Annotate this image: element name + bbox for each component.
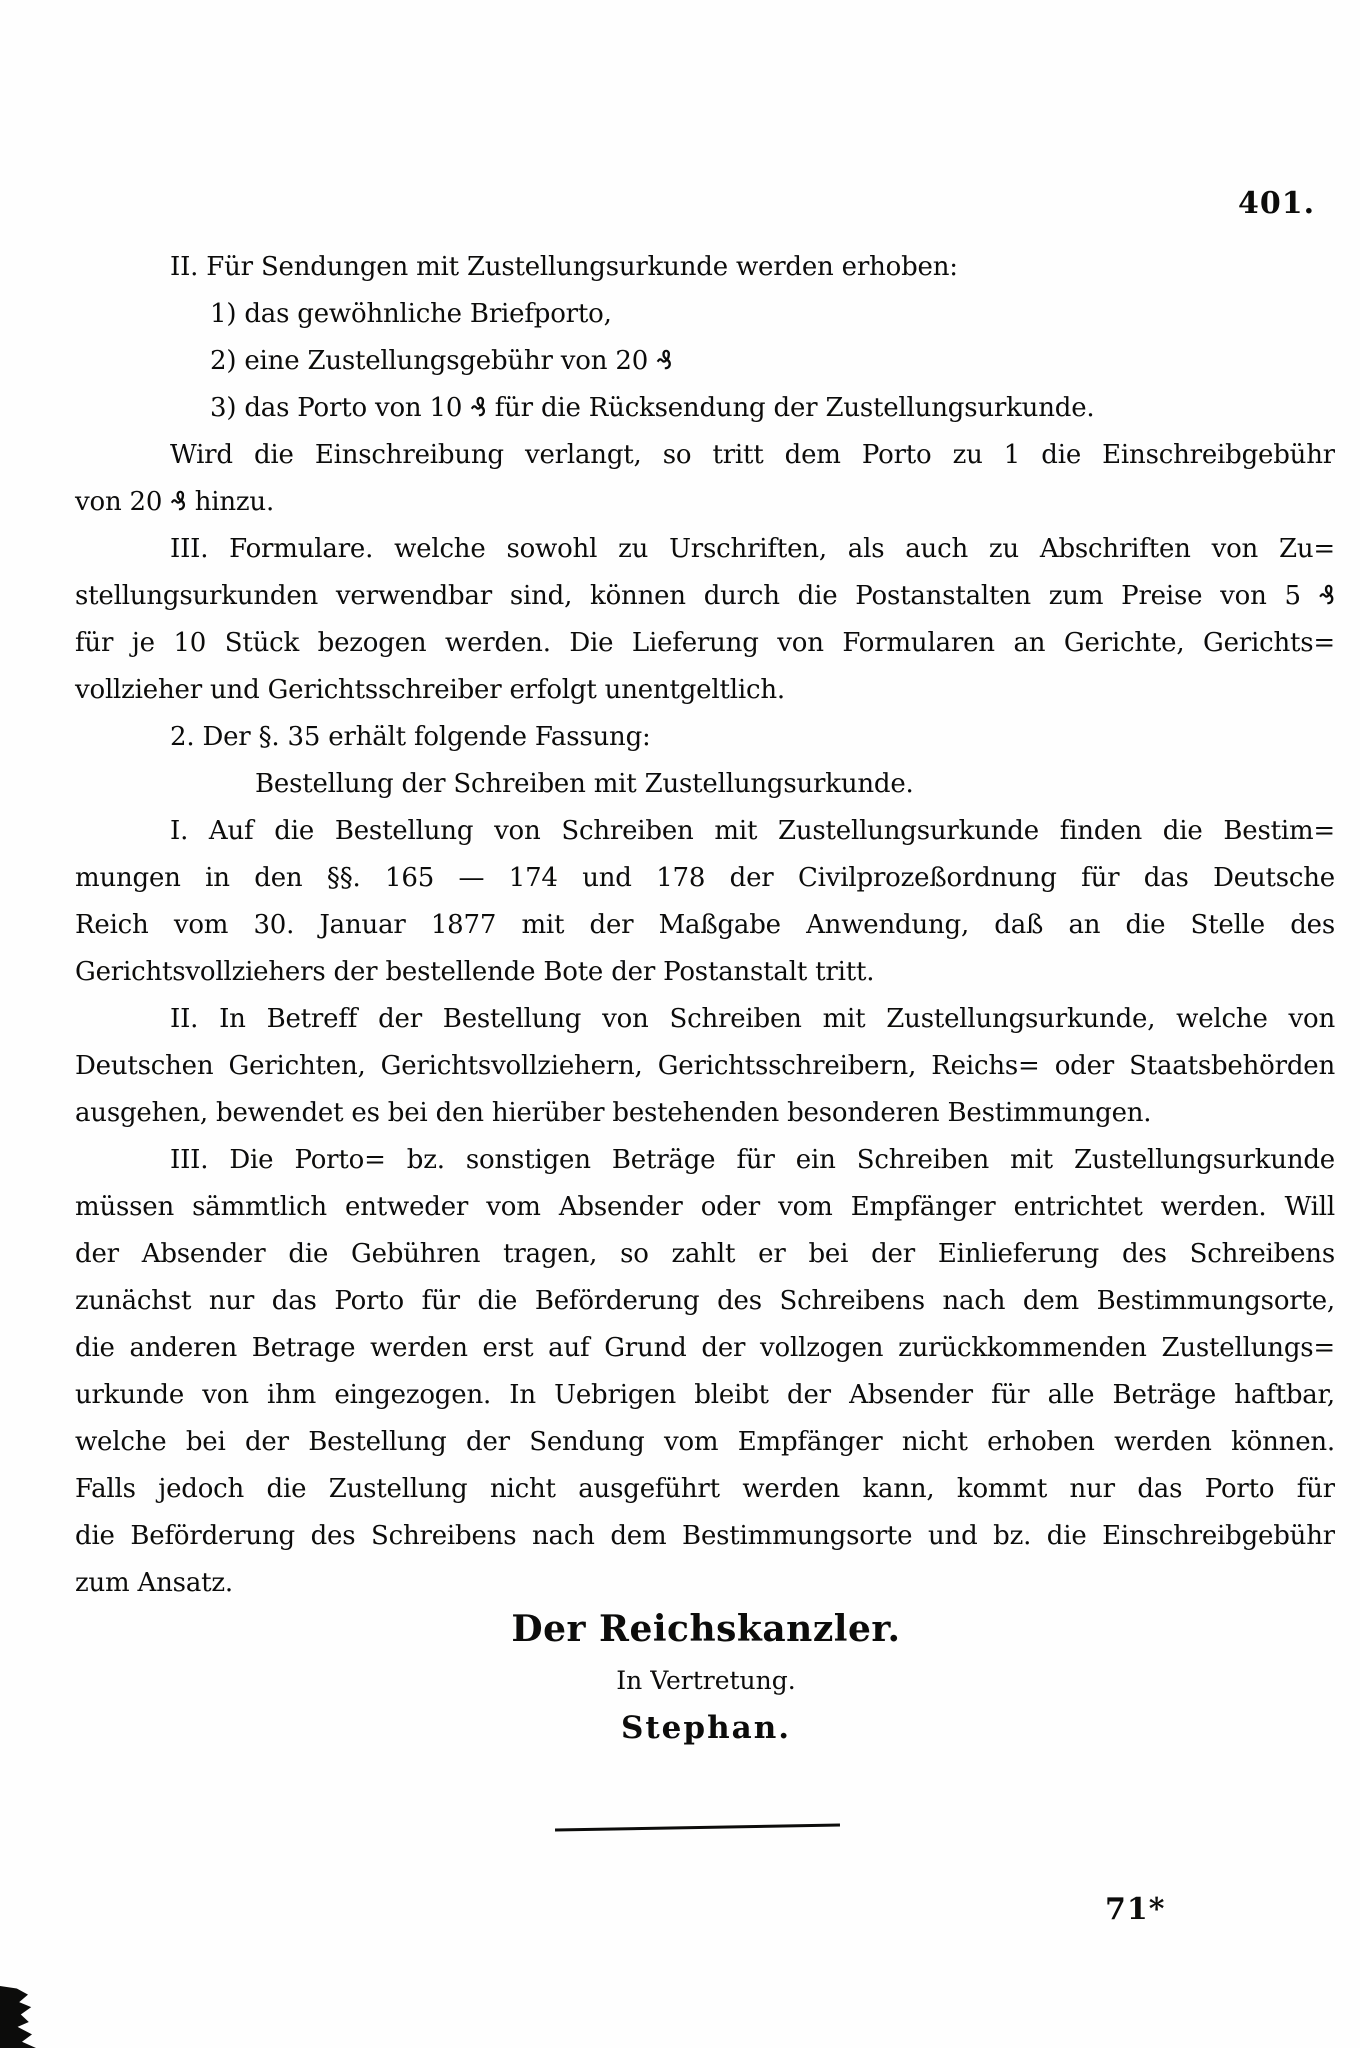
text-line: Reich vom 30. Januar 1877 mit der Maßgabe Anwendung, daß an die Stelle des [75, 910, 1335, 940]
text-line: welche bei der Bestellung der Sendung vom Empfänger nicht erhoben werden können. [75, 1427, 1335, 1457]
text-line: die Beförderung des Schreibens nach dem Bestimmungsorte und bz. die Einschreibgebühr [75, 1521, 1335, 1551]
text-line: für je 10 Stück bezogen werden. Die Lieferung von Formularen an Gerichte, Gerichts= [75, 628, 1335, 658]
text-line: Falls jedoch die Zustellung nicht ausgeführt werden kann, kommt nur das Porto für [75, 1474, 1335, 1504]
text-line: Wird die Einschreibung verlangt, so tritt dem Porto zu 1 die Einschreibgebühr [170, 440, 1335, 470]
text-line: 1) das gewöhnliche Briefporto, [210, 299, 612, 329]
text-line: Gerichtsvollziehers der bestellende Bote der Postanstalt tritt. [75, 957, 875, 987]
signature-title: Der Reichskanzler. [511, 1608, 901, 1650]
text-line: mungen in den §§. 165 — 174 und 178 der Civilprozeßordnung für das Deutsche [75, 863, 1335, 893]
text-line: von 20 ₰ hinzu. [75, 487, 275, 517]
text-line: II. In Betreff der Bestellung von Schreiben mit Zustellungsurkunde, welche von [170, 1004, 1335, 1034]
document-body [75, 244, 1335, 1607]
text-line: zunächst nur das Porto für die Beförderung des Schreibens nach dem Bestimmungsorte, [75, 1286, 1335, 1316]
text-line: der Absender die Gebühren tragen, so zahlt er bei der Einlieferung des Schreibens [75, 1239, 1335, 1269]
signature-subtitle: In Vertretung. [616, 1666, 796, 1695]
text-line: I. Auf die Bestellung von Schreiben mit Zustellungsurkunde finden die Bestim= [170, 816, 1335, 846]
footer-sheet-mark: 71* [1105, 1892, 1166, 1927]
section-heading-line: Bestellung der Schreiben mit Zustellungsurkunde. [255, 769, 914, 799]
text-line: II. Für Sendungen mit Zustellungsurkunde werden erhoben: [170, 252, 958, 282]
text-line: urkunde von ihm eingezogen. In Uebrigen bleibt der Absender für alle Beträge haftbar, [75, 1380, 1335, 1410]
text-line: zum Ansatz. [75, 1568, 233, 1598]
text-line: Deutschen Gerichten, Gerichtsvollziehern, Gerichtsschreibern, Reichs= oder Staatsbehörden [75, 1051, 1335, 1081]
text-line: 2) eine Zustellungsgebühr von 20 ₰ [210, 346, 673, 376]
text-line: 3) das Porto von 10 ₰ für die Rücksendung der Zustellungsurkunde. [210, 393, 1095, 423]
text-line: III. Formulare. welche sowohl zu Urschriften, als auch zu Abschriften von Zu= [170, 534, 1335, 564]
text-line: III. Die Porto= bz. sonstigen Beträge für ein Schreiben mit Zustellungsurkunde [170, 1145, 1335, 1175]
text-line: müssen sämmtlich entweder vom Absender oder vom Empfänger entrichtet werden. Will [75, 1192, 1335, 1222]
signature-divider-rule [555, 1824, 840, 1832]
scan-artifact-blob [0, 1986, 40, 2048]
text-line: stellungsurkunden verwendbar sind, können durch die Postanstalten zum Preise von 5 ₰ [75, 581, 1335, 611]
text-line: ausgehen, bewendet es bei den hierüber bestehenden besonderen Bestimmungen. [75, 1098, 1152, 1128]
signature-name: Stephan. [620, 1710, 792, 1746]
text-line: 2. Der §. 35 erhält folgende Fassung: [170, 722, 651, 752]
text-line: die anderen Betrage werden erst auf Grund der vollzogen zurückkommenden Zustellungs= [75, 1333, 1335, 1363]
text-line: vollzieher und Gerichtsschreiber erfolgt unentgeltlich. [75, 675, 785, 705]
page-number: 401. [1238, 186, 1316, 221]
